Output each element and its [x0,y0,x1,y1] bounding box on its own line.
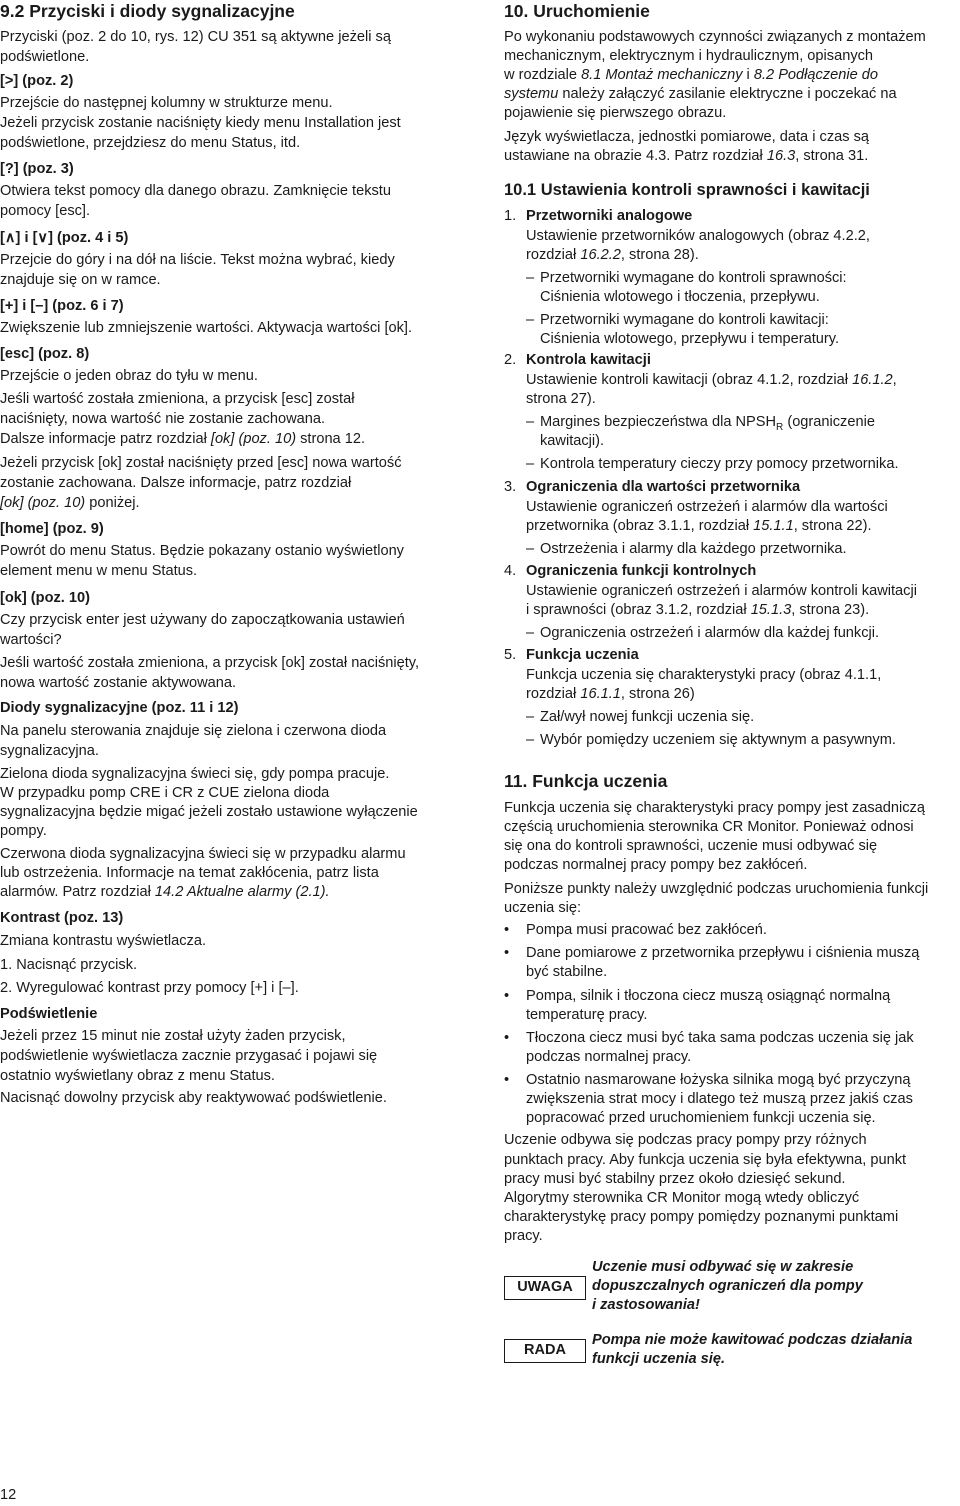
startup-reference: ustawiane na obrazie 4.3. Patrz rozdział 16.3, strona 31. [504,148,869,164]
diodes-text: Zielona dioda sygnalizacyjna świeci się, gdy pompa pracuje. [0,766,390,782]
list-item: 4. Ograniczenia funkcji kontrolnych Ustawienie ograniczeń ostrzeżeń i alarmów kontroli kawitacji i sprawności (obraz 3.1.2, rozdział 15.1.3, strona 23). – Ograniczenia ostrzeżeń i alarmów dla każdej funkcji. [504,563,917,641]
ok-button-text: Jeśli wartość została zmieniona, a przycisk [ok] został naciśnięty, [0,655,420,671]
diodes-text: sygnalizacyjna będzie migać jeżeli zostało ustawione wyłączenie [0,804,418,820]
next-button-text: Przejście do następnej kolumny w strukturze menu. [0,95,333,111]
startup-reference: systemu należy załączyć zasilanie elektryczne i poczekać na [504,86,897,102]
learning-text: częścią uruchomienia sterownika CR Monitor. Ponieważ odnosi [504,819,914,835]
intro-line-2: podświetlone. [0,49,90,65]
diodes-text: sygnalizacyjna. [0,743,99,759]
updown-button-text: Przejcie do góry i na dół na liście. Tekst można wybrać, kiedy [0,252,395,268]
list-item: 5. Funkcja uczenia Funkcja uczenia się charakterystyki pracy (obraz 4.1.1, rozdział 16.1.1, strona 26) – Zał/wył nowej funkcji uczenia się. – Wybór pomiędzy uczeniem się aktywnym a pasywnym. [504,647,896,748]
backlight-text: Jeżeli przez 15 minut nie został użyty żaden przycisk, [0,1028,346,1044]
list-item-title: Kontrola kawitacji [526,352,651,368]
list-item-title: Przetworniki analogowe [526,208,693,224]
help-button-text: Otwiera tekst pomocy dla danego obrazu. Zamknięcie tekstu [0,183,391,199]
list-item: • Pompa musi pracować bez zakłóceń. [504,922,767,938]
next-button-heading: [>] (poz. 2) [0,73,74,89]
list-item-title: Funkcja uczenia [526,647,639,663]
startup-reference: w rozdziale 8.1 Montaż mechaniczny i 8.2 Podłączenie do [504,67,878,83]
section-title-11: 11. Funkcja uczenia [504,771,668,791]
diodes-text: lub ostrzeżenia. Informacje na temat zakłócenia, patrz lista [0,865,379,881]
list-item: • Pompa, silnik i tłoczona ciecz muszą osiągnąć normalną temperaturę pracy. [504,988,891,1023]
home-button-text: Powrót do menu Status. Będzie pokazany ostanio wyświetlony [0,543,404,559]
tip-label: RADA [504,1339,586,1363]
list-item: • Dane pomiarowe z przetwornika przepływu i ciśnienia muszą być stabilne. [504,945,920,980]
learning-text: się ona do kontroli sprawności, uczenie musi odbywać się [504,838,878,854]
startup-text: pojawienie się pierwszego obrazu. [504,105,727,121]
contrast-text: Zmiana kontrastu wyświetlacza. [0,933,207,949]
backlight-heading: Podświetlenie [0,1006,98,1022]
list-item-title: Ograniczenia funkcji kontrolnych [526,563,757,579]
caution-label: UWAGA [504,1276,586,1300]
updown-button-text: znajduje się on w ramce. [0,272,161,288]
list-item: • Ostatnio nasmarowane łożyska silnika mogą być przyczyną zwiększenia strat mocy i dlatego też muszą przez jakiś czas popracować przed uruchomieniem funkcji uczenia się. [504,1072,913,1126]
backlight-text: ostatnio wyświetlany obraz z menu Status. [0,1068,275,1084]
esc-button-heading: [esc] (poz. 8) [0,346,90,362]
esc-button-text: zostanie zachowana. Dalsze informacje, patrz rozdział [0,475,352,491]
learning-text: charakterystykę pracy pompy pomiędzy poznanymi punktami [504,1209,899,1225]
learning-text: Uczenie odbywa się podczas pracy pompy przy różnych [504,1132,867,1148]
diodes-heading: Diody sygnalizacyjne (poz. 11 i 12) [0,700,239,716]
esc-button-text: Jeżeli przycisk [ok] został naciśnięty przed [esc] nowa wartość [0,455,402,471]
learning-text: punktach pracy. Aby funkcja uczenia się była efektywna, punkt [504,1152,907,1168]
help-button-text: pomocy [esc]. [0,203,91,219]
tip-note: RADA Pompa nie może kawitować podczas działania funkcji uczenia się. [504,1331,960,1375]
intro-line-1: Przyciski (poz. 2 do 10, rys. 12) CU 351 są aktywne jeżeli są [0,29,391,45]
ok-button-text: wartości? [0,632,62,648]
contrast-step: 1. Nacisnąć przycisk. [0,957,138,973]
updown-button-heading: [∧] i [∨] (poz. 4 i 5) [0,230,129,246]
list-item: 3. Ograniczenia dla wartości przetwornika Ustawienie ograniczeń ostrzeżeń i alarmów dla wartości przetwornika (obraz 3.1.1, rozdział 15.1.1, strona 22). – Ostrzeżenia i alarmy dla każdego przetwornika. [504,479,888,557]
diodes-text: Czerwona dioda sygnalizacyjna świeci się w przypadku alarmu [0,846,406,862]
esc-button-text: naciśnięty, nowa wartość nie zostanie zachowana. [0,411,326,427]
learning-text: pracy musi być stabilny przez około dziesięć sekund. [504,1171,846,1187]
list-item: • Tłoczona ciecz musi być taka sama podczas uczenia się jak podczas normalnej pracy. [504,1030,914,1065]
ok-button-heading: [ok] (poz. 10) [0,590,90,606]
ok-button-text: Czy przycisk enter jest używany do zapoczątkowania ustawień [0,612,405,628]
learning-text: uczenia się: [504,900,582,916]
backlight-text: Nacisnąć dowolny przycisk aby reaktywować podświetlenie. [0,1090,387,1106]
help-button-heading: [?] (poz. 3) [0,161,74,177]
page-number: 12 [0,1487,17,1503]
section-title-10: 10. Uruchomienie [504,1,650,21]
esc-button-text: Przejście o jeden obraz do tyłu w menu. [0,368,258,384]
plusminus-button-text: Zwiększenie lub zmniejszenie wartości. Aktywacja wartości [ok]. [0,320,413,336]
learning-text: Poniższe punkty należy uwzględnić podczas uruchomienia funkcji [504,881,929,897]
ok-button-text: nowa wartość zostanie aktywowana. [0,675,237,691]
list-item: 2. Kontrola kawitacji Ustawienie kontroli kawitacji (obraz 4.1.2, rozdział 16.1.2, strona 27). – Margines bezpieczeństwa dla $NPSH_R$ (ograniczenie kawitacji). – Kontrola temperatury cieczy przy pomocy przetwornika. [504,352,899,472]
home-button-heading: [home] (poz. 9) [0,521,104,537]
next-button-text: Jeżeli przycisk zostanie naciśnięty kiedy menu Installation jest [0,115,401,131]
diodes-text: W przypadku pomp CRE i CR z CUE zielona dioda [0,785,330,801]
contrast-step: 2. Wyregulować kontrast przy pomocy [+] i [–]. [0,980,299,996]
caution-note: UWAGA Uczenie musi odbywać się w zakresie dopuszczalnych ograniczeń dla pompy i zastosowania! [504,1258,960,1318]
startup-text: Po wykonaniu podstawowych czynności związanych z montażem [504,29,926,45]
diodes-text: Na panelu sterowania znajduje się zielona i czerwona dioda [0,723,387,739]
diodes-text: pompy. [0,823,47,839]
plusminus-button-heading: [+] i [–] (poz. 6 i 7) [0,298,124,314]
esc-button-text: Jeśli wartość została zmieniona, a przycisk [esc] został [0,391,355,407]
startup-text: mechanicznym, elektrycznym i hydraulicznym, opisanych [504,48,874,64]
next-button-text: podświetlone, przejdziesz do menu Status, itd. [0,135,301,151]
diodes-reference: alarmów. Patrz rozdział 14.2 Aktualne alarmy (2.1). [0,884,330,900]
learning-text: Algorytmy sterownika CR Monitor mogą wtedy obliczyć [504,1190,860,1206]
esc-button-reference: [ok] (poz. 10) poniżej. [0,495,140,511]
contrast-heading: Kontrast (poz. 13) [0,910,124,926]
learning-text: pracy. [504,1228,543,1244]
section-title-9-2: 9.2 Przyciski i diody sygnalizacyjne [0,1,295,21]
list-item: 1. Przetworniki analogowe Ustawienie przetworników analogowych (obraz 4.2.2, rozdział 16.2.2, strona 28). – Przetworniki wymagane do kontroli sprawności: Ciśnienia wlotowego i tłoczenia, przepływu. – Przetworniki wymagane do kontroli kawitacji: Ciśnienia wlotowego, przepływu i temperatury. [504,208,870,347]
startup-text: Język wyświetlacza, jednostki pomiarowe, data i czas są [504,129,869,145]
list-item-title: Ograniczenia dla wartości przetwornika [526,479,801,495]
home-button-text: element menu w menu Status. [0,563,198,579]
learning-text: Funkcja uczenia się charakterystyki pracy pompy jest zasadniczą [504,800,925,816]
backlight-text: podświetlenie wyświetlacza zacznie przygasać i pojawi się [0,1048,378,1064]
learning-text: podczas normalnej pracy pompy bez zakłóceń. [504,857,808,873]
section-title-10-1: 10.1 Ustawienia kontroli sprawności i kawitacji [504,181,870,199]
esc-button-reference: Dalsze informacje patrz rozdział [ok] (poz. 10) strona 12. [0,431,366,447]
